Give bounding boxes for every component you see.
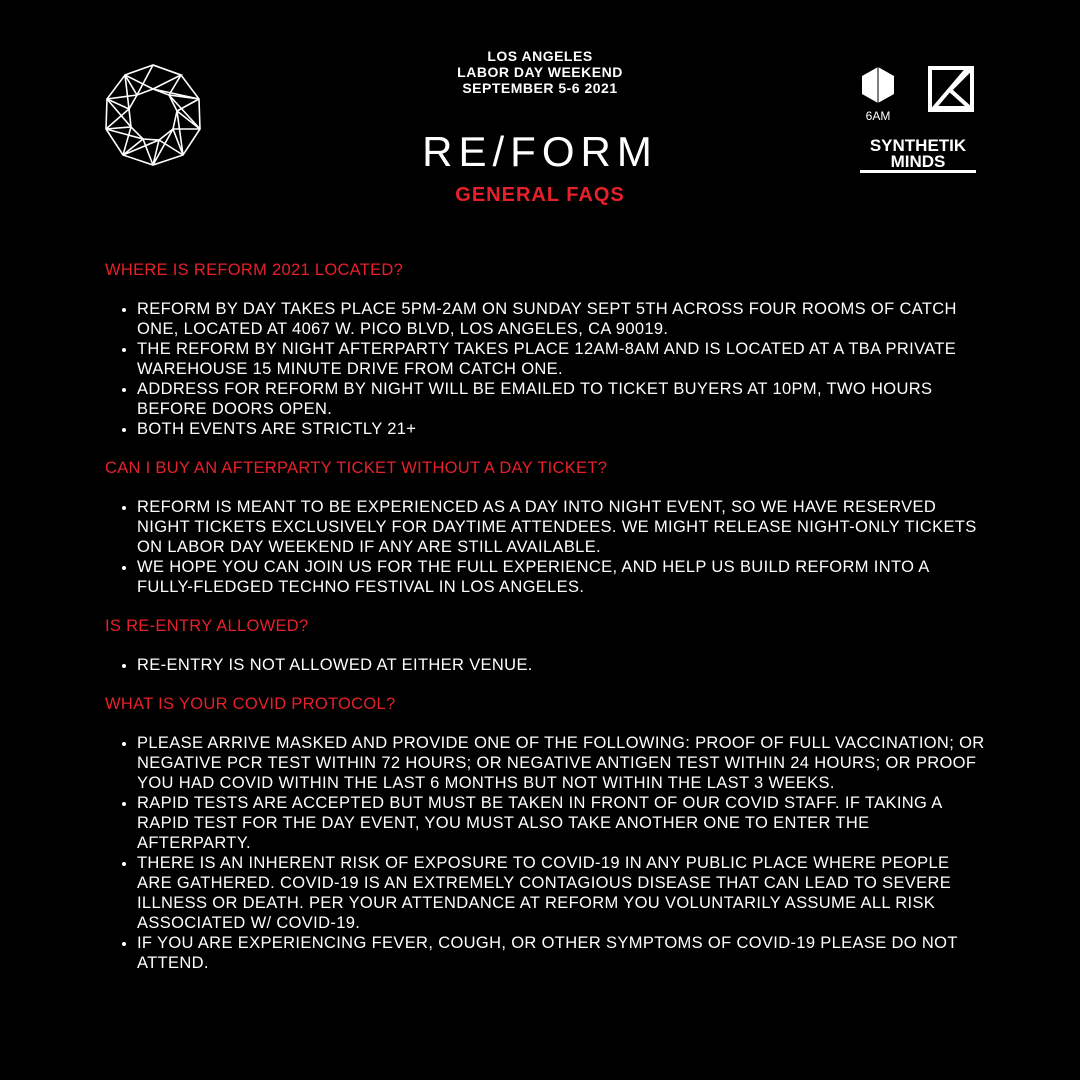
list-item: • ADDRESS FOR REFORM BY NIGHT WILL BE EMAILED TO TICKET BUYERS AT 10PM, TWO HOURS BEFORE DOORS OPEN. [137,379,985,419]
list-item: • REFORM IS MEANT TO BE EXPERIENCED AS A DAY INTO NIGHT EVENT, SO WE HAVE RESERVED NIGHT TICKETS EXCLUSIVELY FOR DAYTIME ATTENDEES. WE MIGHT RELEASE NIGHT-ONLY TICKETS ON LABOR DAY WEEKEND IF ANY ARE STILL AVAILABLE. [137,497,985,557]
faq-answers [105,299,985,439]
k-monogram-logo [928,66,974,112]
list-item: • THERE IS AN INHERENT RISK OF EXPOSURE TO COVID-19 IN ANY PUBLIC PLACE WHERE PEOPLE ARE GATHERED. COVID-19 IS AN EXTREMELY CONTAGIOUS DISEASE THAT CAN LEAD TO SEVERE ILLNESS OR DEATH. PER YOUR ATTENDANCE AT REFORM YOU VOLUNTARILY ASSUME ALL RISK ASSOCIATED W/ COVID-19. [137,853,985,933]
list-item: • THE REFORM BY NIGHT AFTERPARTY TAKES PLACE 12AM-8AM AND IS LOCATED AT A TBA PRIVATE WAREHOUSE 15 MINUTE DRIVE FROM CATCH ONE. [137,339,985,379]
brand-wordmark: RE/FORM [422,128,658,175]
list-item: • RE-ENTRY IS NOT ALLOWED AT EITHER VENUE. [137,655,985,675]
faq-answers [105,497,985,597]
list-item: • WE HOPE YOU CAN JOIN US FOR THE FULL EXPERIENCE, AND HELP US BUILD REFORM INTO A FULLY-FLEDGED TECHNO FESTIVAL IN LOS ANGELES. [137,557,985,597]
hexagon-icon [860,66,896,104]
list-item: • PLEASE ARRIVE MASKED AND PROVIDE ONE OF THE FOLLOWING: PROOF OF FULL VACCINATION; OR NEGATIVE PCR TEST WITHIN 72 HOURS; OR NEGATIVE ANTIGEN TEST WITHIN 24 HOURS; OR PROOF YOU HAD COVID WITHIN THE LAST 6 MONTHS BUT NOT WITHIN THE LAST 3 WEEKS. [137,733,985,793]
list-item: • IF YOU ARE EXPERIENCING FEVER, COUGH, OR OTHER SYMPTOMS OF COVID-19 PLEASE DO NOT ATTEND. [137,933,985,973]
faq-covid [105,693,985,973]
list-item: • RAPID TESTS ARE ACCEPTED BUT MUST BE TAKEN IN FRONT OF OUR COVID STAFF. IF TAKING A RAPID TEST FOR THE DAY EVENT, YOU MUST ALSO TAKE ANOTHER ONE TO ENTER THE AFTERPARTY. [137,793,985,853]
event-city: LOS ANGELES [487,48,593,64]
synthetik-minds-logo: SYNTHETIK MINDS [860,138,976,173]
faq-question: CAN I BUY AN AFTERPARTY TICKET WITHOUT A DAY TICKET? [105,459,608,477]
6am-label: 6AM [865,109,891,123]
faq-answers [105,655,985,675]
event-dates: SEPTEMBER 5-6 2021 [462,80,618,96]
reform-ring-logo [103,63,203,167]
event-weekend: LABOR DAY WEEKEND [457,64,623,80]
faq-location [105,259,985,439]
list-item: • REFORM BY DAY TAKES PLACE 5PM-2AM ON SUNDAY SEPT 5TH ACROSS FOUR ROOMS OF CATCH ONE, LOCATED AT 4067 W. PICO BLVD, LOS ANGELES, CA 90019. [137,299,985,339]
faq-question: IS RE-ENTRY ALLOWED? [105,617,309,635]
event-info [390,48,690,96]
page-title: GENERAL FAQS [455,184,625,206]
faq-reentry [105,615,985,675]
faq-question: WHAT IS YOUR COVID PROTOCOL? [105,695,396,713]
faq-afterparty [105,457,985,597]
list-item: • BOTH EVENTS ARE STRICTLY 21+ [137,419,985,439]
faq-answers [105,733,985,973]
faq-list [105,259,985,991]
faq-question: WHERE IS REFORM 2021 LOCATED? [105,261,404,279]
6am-logo [858,66,898,122]
